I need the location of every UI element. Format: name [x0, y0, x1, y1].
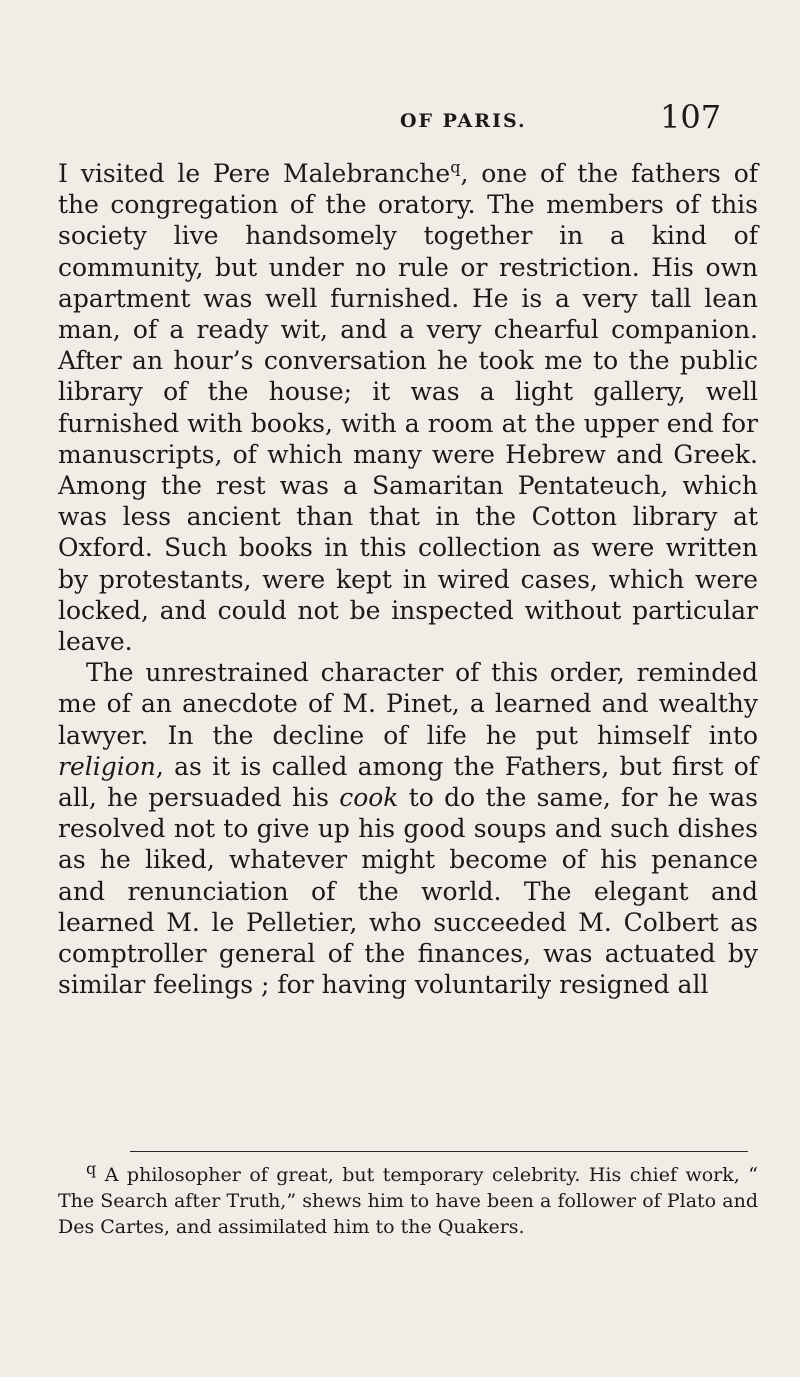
page-number: 107: [660, 98, 722, 136]
paragraph-text: to do the same, for he was resolved not to give up his good soups and such dishes as he liked, whatever might become of his penance and renunciation of the world. The elegant and learned M. le Pelletier, who succeeded M. Colbert as comptroller general of the finances, was actuated by similar feelings ; for having voluntarily resigned all: [58, 783, 758, 1000]
footnote-text: A philosopher of great, but temporary celebrity. His chief work, “ The Search after Truth,” shews him to have been a follower of Plato and Des Cartes, and assimilated him to the Quakers.: [58, 1164, 758, 1238]
paragraph-text: , one of the fathers of the congregation of the oratory. The members of this society live handsomely together in a kind of community, but under no rule or restriction. His own apartment was well furnished. He is a very tall lean man, of a ready wit, and a very chearful companion. After an hour’s conversation he took me to the public library of the house; it was a light gallery, well furnished with books, with a room at the upper end for manuscripts, of which many were Hebrew and Greek. Among the rest was a Samaritan Pentateuch, which was less ancient than that in the Cotton library at Oxford. Such books in this collection as were written by protestants, were kept in wired cases, which were locked, and could not be inspected without particular leave.: [58, 159, 758, 657]
footnote-reference: q: [450, 157, 461, 177]
italic-word: religion: [58, 751, 156, 781]
paragraph-text: , as it is called among the Fathers, but first of all, he persuaded his: [58, 751, 758, 813]
paragraph-pinet: [58, 657, 758, 1000]
body-text: [58, 158, 758, 1000]
running-head: OF PARIS.: [400, 110, 527, 132]
footnote-mark: q: [86, 1158, 97, 1178]
paragraph-text: I visited le Pere Malebranche: [58, 159, 451, 188]
paragraph-text: The unrestrained character of this order, reminded me of an anecdote of M. Pinet, a learned and wealthy lawyer. In the decline of life he put himself into: [58, 658, 758, 750]
footnote-divider: [130, 1151, 748, 1152]
footnote: [58, 1158, 758, 1240]
italic-word: cook: [339, 783, 399, 813]
paragraph-malebranche: [58, 158, 758, 657]
